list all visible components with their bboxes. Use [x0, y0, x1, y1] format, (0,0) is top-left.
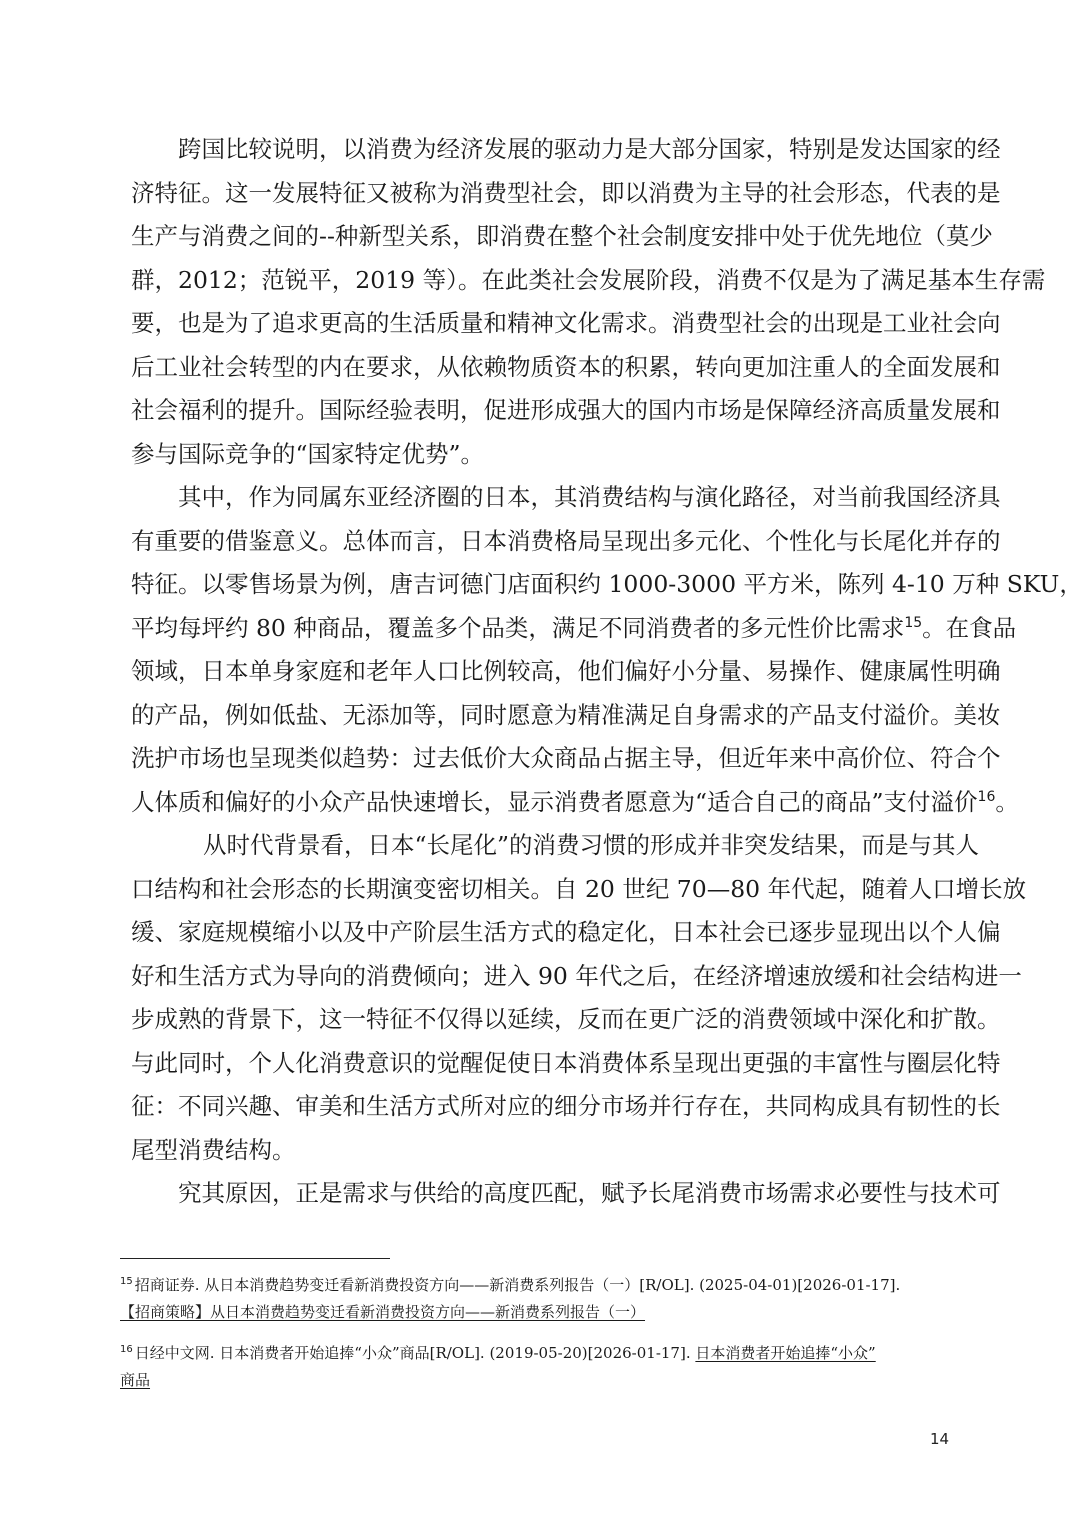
paragraph-line: 跨国比较说明，以消费为经济发展的驱动力是大部分国家，特别是发达国家的经 [178, 135, 1001, 163]
footnote-line [120, 1299, 960, 1326]
line-text: 平均每坪约 80 种商品，覆盖多个品类，满足不同消费者的多元性价比需求 [131, 613, 905, 642]
paragraph-line: 参与国际竞争的“国家特定优势”。 [131, 439, 485, 468]
paragraph-4 [131, 1172, 1001, 1216]
footnote-line [120, 1340, 960, 1367]
footnote-line [120, 1272, 960, 1299]
footnote-divider [120, 1258, 390, 1259]
footnote-16 [120, 1340, 960, 1394]
paragraph-line: 的产品，例如低盐、无添加等，同时愿意为精准满足自身需求的产品支付溢价。美妆 [131, 700, 1001, 729]
footnote-text: 招商证券. 从日本消费趋势变迁看新消费投资方向——新消费系列报告（一）[R/OL]. (2025-04-01)[2026-01-17]. [134, 1276, 901, 1294]
paragraph-line: 究其原因，正是需求与供给的高度匹配，赋予长尾消费市场需求必要性与技术可 [178, 1179, 1001, 1207]
footnote-ref-15[interactable]: 15 [904, 614, 923, 631]
paragraph-line: 有重要的借鉴意义。总体而言，日本消费格局呈现出多元化、个性化与长尾化并存的 [131, 526, 1001, 555]
paragraph-line: 领域，日本单身家庭和老年人口比例较高，他们偏好小分量、易操作、健康属性明确 [131, 657, 1001, 685]
page-number: 14 [930, 1430, 950, 1448]
paragraph-2 [131, 476, 1083, 824]
paragraph-line: 缓、家庭规模缩小以及中产阶层生活方式的稳定化，日本社会已逐步显现出以个人偏 [131, 918, 1001, 946]
paragraph-line: 征：不同兴趣、审美和生活方式所对应的细分市场并行存在，共同构成具有韧性的长 [131, 1092, 1001, 1120]
paragraph-line [131, 607, 1017, 651]
paragraph-line: 群，2012；范锐平，2019 等）。在此类社会发展阶段，消费不仅是为了满足基本生存需 [131, 265, 1046, 294]
footnote-number: 15 [120, 1276, 133, 1287]
paragraph-line: 洗护市场也呈现类似趋势：过去低价大众商品占据主导，但近年来中高价位、符合个 [131, 744, 1001, 772]
paragraph-line: 社会福利的提升。国际经验表明，促进形成强大的国内市场是保障经济高质量发展和 [131, 396, 1001, 424]
line-tail: 。 [995, 787, 1019, 816]
footnote-link[interactable]: 商品 [120, 1371, 151, 1389]
paragraph-line: 口结构和社会形态的长期演变密切相关。自 20 世纪 70—80 年代起，随着人口增长放 [131, 874, 1027, 903]
line-tail: 。在食品 [922, 613, 1017, 642]
line-text: 人体质和偏好的小众产品快速增长，显示消费者愿意为“适合自己的商品”支付溢价 [131, 787, 978, 816]
paragraph-line: 与此同时，个人化消费意识的觉醒促使日本消费体系呈现出更强的丰富性与圈层化特 [131, 1048, 1001, 1077]
paragraph-line: 后工业社会转型的内在要求，从依赖物质资本的积累，转向更加注重人的全面发展和 [131, 352, 1001, 381]
paragraph-line: 要，也是为了追求更高的生活质量和精神文化需求。消费型社会的出现是工业社会向 [131, 309, 1001, 337]
paragraph-line: 好和生活方式为导向的消费倾向；进入 90 年代之后，在经济增速放缓和社会结构进一 [131, 961, 1022, 990]
footnote-number: 16 [120, 1344, 133, 1355]
footnote-link[interactable]: 【招商策略】从日本消费趋势变迁看新消费投资方向——新消费系列报告（一） [120, 1303, 646, 1321]
paragraph-line: 其中，作为同属东亚经济圈的日本，其消费结构与演化路径，对当前我国经济具 [178, 483, 1001, 511]
body-text [131, 128, 1083, 1216]
paragraph-line: 尾型消费结构。 [131, 1135, 296, 1164]
paragraph-line: 从时代背景看，日本“长尾化”的消费习惯的形成并非突发结果，而是与其人 [203, 831, 980, 859]
paragraph-line: 济特征。这一发展特征又被称为消费型社会，即以消费为主导的社会形态，代表的是 [131, 178, 1001, 207]
paragraph-line: 生产与消费之间的--种新型关系，即消费在整个社会制度安排中处于优先地位（莫少 [131, 222, 993, 250]
footnote-ref-16[interactable]: 16 [977, 788, 996, 805]
footnote-15 [120, 1272, 960, 1326]
paragraph-line: 特征。以零售场景为例，唐吉诃德门店面积约 1000-3000 平方米，陈列 4-10 万种 SKU， [131, 570, 1083, 598]
paragraph-line: 步成熟的背景下，这一特征不仅得以延续，反而在更广泛的消费领域中深化和扩散。 [131, 1005, 1001, 1033]
footnotes [120, 1272, 960, 1394]
paragraph-1 [131, 128, 1046, 476]
footnote-line [120, 1367, 960, 1394]
footnote-link[interactable]: 日本消费者开始追捧“小众” [695, 1344, 876, 1362]
footnote-text: 日经中文网. 日本消费者开始追捧“小众”商品[R/OL]. (2019-05-20)[2026-01-17]. [134, 1344, 696, 1362]
paragraph-3 [131, 824, 1027, 1172]
paragraph-line [131, 781, 1019, 825]
